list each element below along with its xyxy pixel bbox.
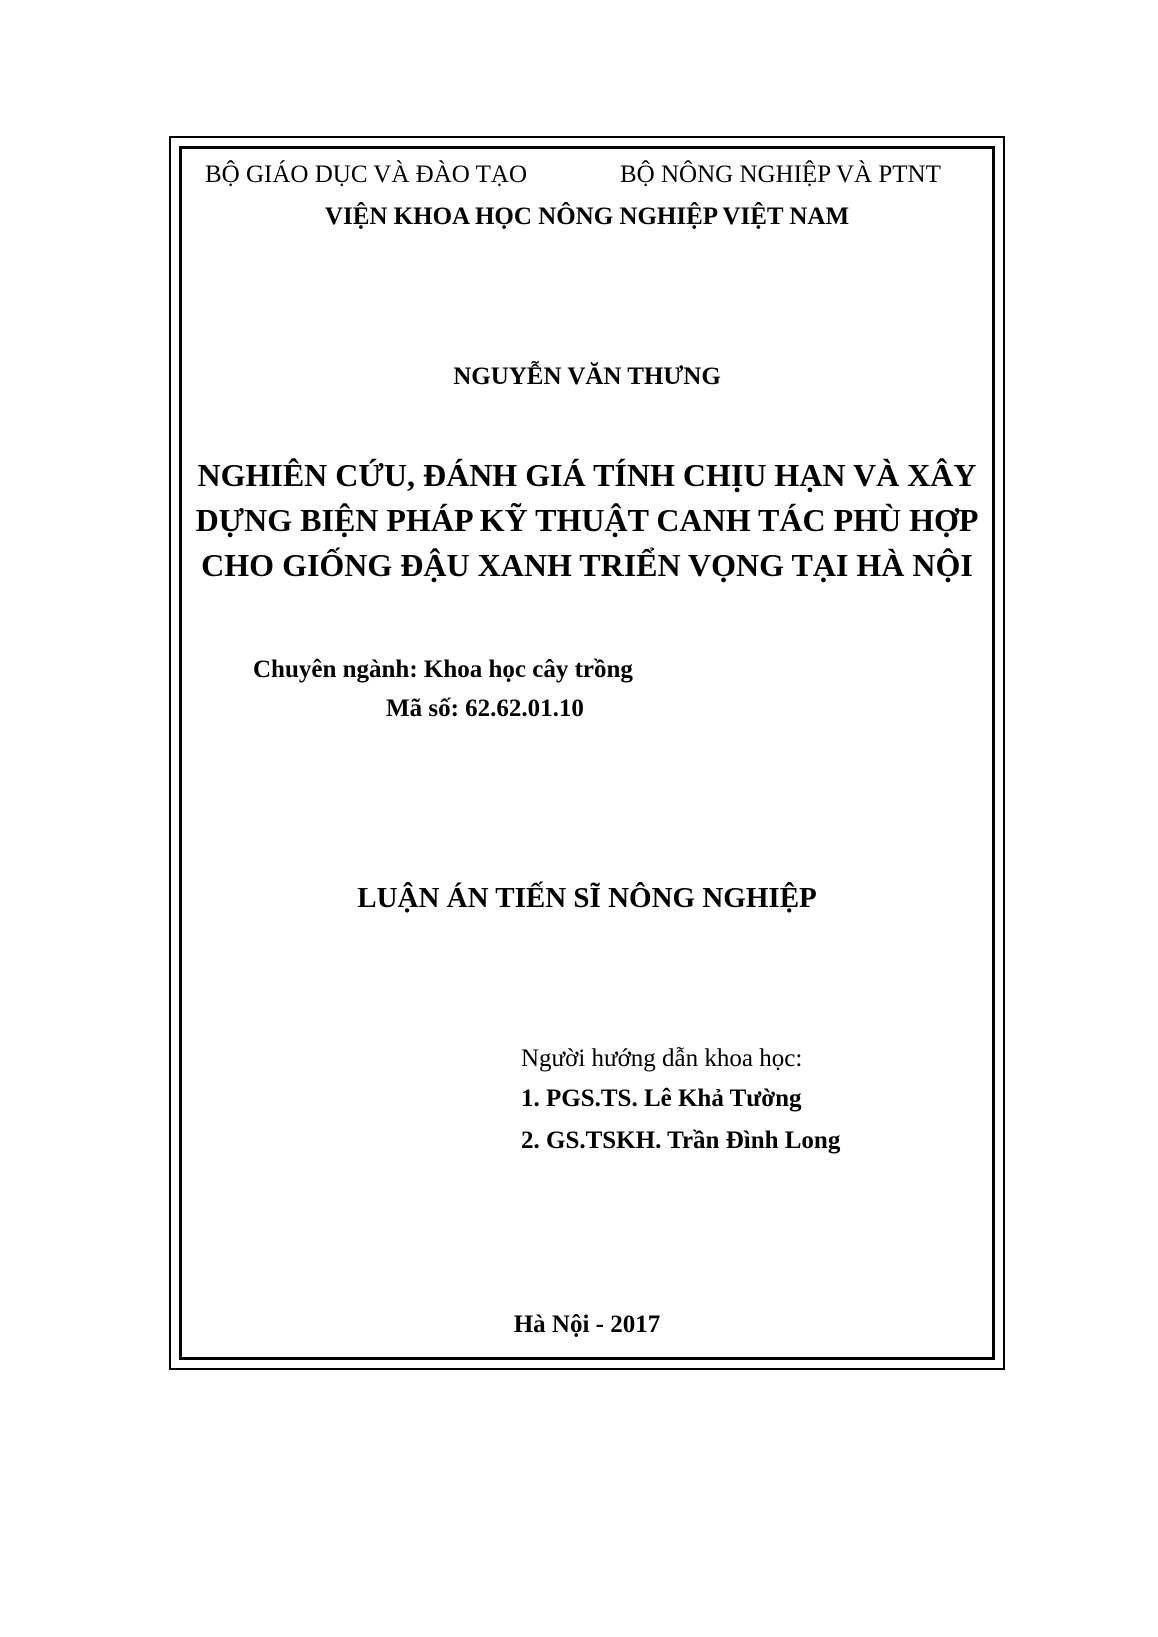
specialization: Chuyên ngành: Khoa học cây trồng xyxy=(253,656,633,683)
ministry-right: BỘ NÔNG NGHIỆP VÀ PTNT xyxy=(620,161,941,188)
cover-inner-border xyxy=(179,146,995,1360)
thesis-title-line: NGHIÊN CỨU, ĐÁNH GIÁ TÍNH CHỊU HẠN VÀ XÂY xyxy=(197,457,977,493)
advisor-item: 1. PGS.TS. Lê Khả Tường xyxy=(521,1085,802,1112)
ministry-left: BỘ GIÁO DỤC VÀ ĐÀO TẠO xyxy=(205,161,527,188)
place-year: Hà Nội - 2017 xyxy=(513,1311,661,1338)
thesis-title-line: CHO GIỐNG ĐẬU XANH TRIỂN VỌNG TẠI HÀ NỘI xyxy=(201,547,973,583)
specialization-code: Mã số: 62.62.01.10 xyxy=(386,695,584,722)
thesis-title xyxy=(179,453,995,588)
thesis-title-line: DỰNG BIỆN PHÁP KỸ THUẬT CANH TÁC PHÙ HỢP xyxy=(195,502,979,538)
advisor-item: 2. GS.TSKH. Trần Đình Long xyxy=(521,1127,841,1154)
author-name: NGUYỄN VĂN THƯNG xyxy=(453,363,721,390)
advisors-label: Người hướng dẫn khoa học: xyxy=(521,1045,803,1072)
degree-title: LUẬN ÁN TIẾN SĨ NÔNG NGHIỆP xyxy=(357,882,817,914)
institute-name: VIỆN KHOA HỌC NÔNG NGHIỆP VIỆT NAM xyxy=(324,203,850,230)
